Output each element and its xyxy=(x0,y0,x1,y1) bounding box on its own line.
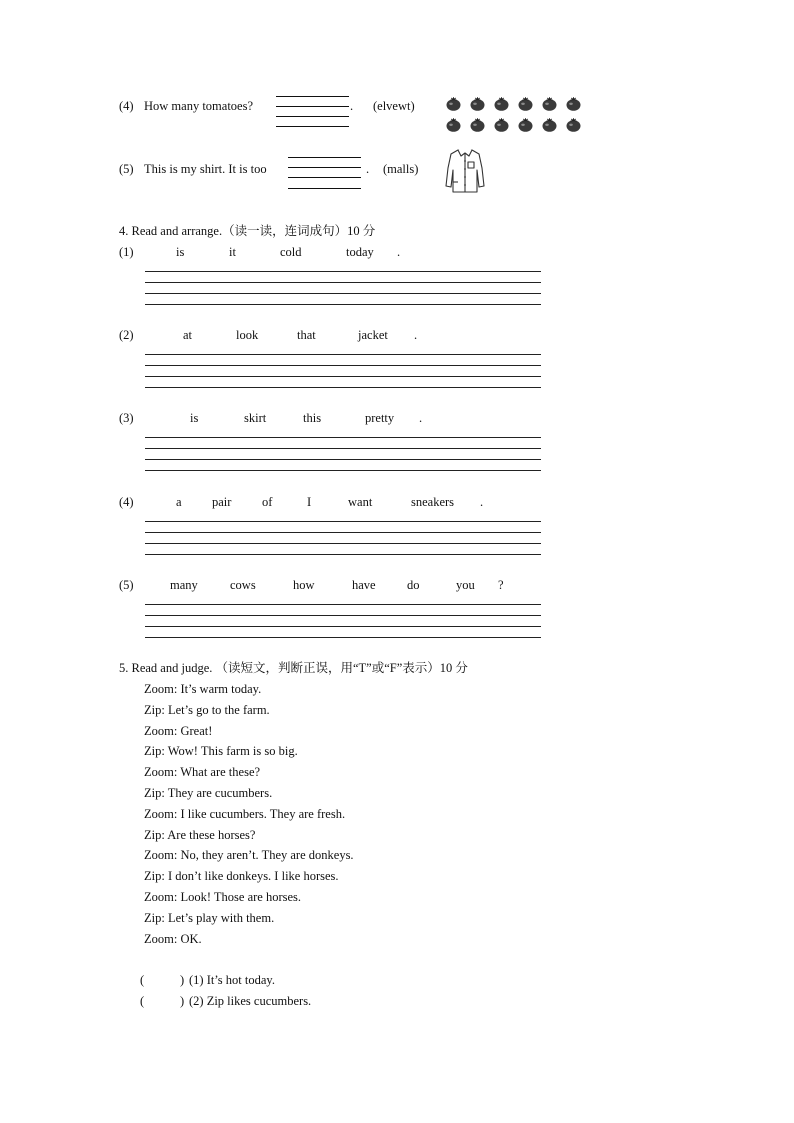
dialogue-line: Zoom: What are these? xyxy=(144,765,261,780)
q5-answer-lines[interactable] xyxy=(288,157,361,190)
arrange-word: pair xyxy=(212,495,232,509)
q5-scrambled-word: (malls) xyxy=(383,162,419,176)
judgement-statement: (2) Zip likes cucumbers. xyxy=(189,994,312,1008)
writing-lines[interactable] xyxy=(145,521,541,555)
writing-lines[interactable] xyxy=(145,437,541,471)
tomato-icon xyxy=(446,118,461,132)
arrange-word: jacket xyxy=(358,328,388,342)
section5-heading: 5. Read and judge. （读短文，判断正误，用“T”或“F”表示）10 分 xyxy=(119,661,468,675)
arrange-word: . xyxy=(397,245,401,259)
arrange-word: many xyxy=(170,578,198,592)
tomatoes-icon xyxy=(446,97,586,135)
arrange-word: pretty xyxy=(365,411,395,425)
q5-question: This is my shirt. It is too xyxy=(144,162,267,176)
judgement-close-bracket: ) xyxy=(180,994,185,1008)
arrange-word: sneakers xyxy=(411,495,455,509)
arrange-word: today xyxy=(346,245,374,259)
arrange-word: that xyxy=(297,328,316,342)
q4-answer-lines[interactable] xyxy=(276,96,349,128)
arrange-word: a xyxy=(176,495,182,509)
arrange-word: skirt xyxy=(244,411,267,425)
tomato-icon xyxy=(566,97,581,111)
tomato-icon xyxy=(494,97,509,111)
judgement-open-bracket: ( xyxy=(140,973,145,987)
judgement-open-bracket: ( xyxy=(140,994,145,1008)
tomato-icon xyxy=(446,97,461,111)
arrange-word: I xyxy=(307,495,312,509)
arrange-word: look xyxy=(236,328,259,342)
judgement-answer-blank[interactable] xyxy=(147,993,177,1009)
writing-lines[interactable] xyxy=(145,354,541,388)
arrange-item-number: (1) xyxy=(119,245,134,259)
q4-scrambled-word: (elvewt) xyxy=(373,99,415,113)
arrange-item-number: (5) xyxy=(119,578,134,592)
tomato-icon xyxy=(518,97,533,111)
arrange-word: cows xyxy=(230,578,256,592)
judgement-answer-blank[interactable] xyxy=(147,972,177,988)
dialogue-line: Zip: Let’s go to the farm. xyxy=(144,702,270,717)
arrange-word: . xyxy=(414,328,418,342)
arrange-word: is xyxy=(176,245,185,259)
arrange-word: is xyxy=(190,411,199,425)
judgement-close-bracket: ) xyxy=(180,973,185,987)
dialogue-line: Zoom: Look! Those are horses. xyxy=(144,890,302,904)
arrange-item-number: (3) xyxy=(119,411,134,425)
dialogue-line: Zip: Are these horses? xyxy=(144,827,256,842)
tomato-icon xyxy=(566,118,581,132)
arrange-word: . xyxy=(419,411,423,425)
dialogue-line: Zip: I don’t like donkeys. I like horses. xyxy=(144,869,339,884)
arrange-item-number: (2) xyxy=(119,328,134,342)
tomato-icon xyxy=(542,97,557,111)
arrange-word: you xyxy=(456,578,475,592)
dialogue-line: Zoom: It’s warm today. xyxy=(144,682,262,696)
q5-number: (5) xyxy=(119,162,134,176)
dialogue-line: Zoom: Great! xyxy=(144,723,213,738)
q4-question: How many tomatoes? xyxy=(144,99,254,113)
q4-period: . xyxy=(350,99,354,113)
dialogue-line: Zip: Wow! This farm is so big. xyxy=(144,744,298,759)
q4-number: (4) xyxy=(119,99,134,113)
judgement-statement: (1) It’s hot today. xyxy=(189,973,275,987)
section4-heading: 4. Read and arrange.（读一读，连词成句）10 分 xyxy=(119,224,376,238)
arrange-word: this xyxy=(303,411,322,425)
writing-lines[interactable] xyxy=(145,271,541,305)
shirt-icon xyxy=(444,146,486,194)
tomato-icon xyxy=(494,118,509,132)
arrange-word: . xyxy=(480,495,484,509)
tomato-icon xyxy=(542,118,557,132)
arrange-word: want xyxy=(348,495,373,509)
arrange-word: ? xyxy=(498,578,504,592)
arrange-word: it xyxy=(229,245,236,259)
tomato-icon xyxy=(470,97,485,111)
arrange-word: cold xyxy=(280,245,302,259)
q5-period: . xyxy=(366,162,370,176)
arrange-word: have xyxy=(352,578,376,592)
tomato-icon xyxy=(518,118,533,132)
dialogue-line: Zip: Let’s play with them. xyxy=(144,910,275,925)
arrange-word: of xyxy=(262,495,273,509)
arrange-word: how xyxy=(293,578,315,592)
writing-lines[interactable] xyxy=(145,604,541,638)
dialogue-line: Zoom: I like cucumbers. They are fresh. xyxy=(144,806,346,821)
arrange-item-number: (4) xyxy=(119,495,134,509)
tomato-icon xyxy=(470,118,485,132)
arrange-word: do xyxy=(407,578,420,592)
arrange-word: at xyxy=(183,328,193,342)
dialogue-line: Zip: They are cucumbers. xyxy=(144,786,273,800)
dialogue-line: Zoom: OK. xyxy=(144,931,202,946)
dialogue-line: Zoom: No, they aren’t. They are donkeys. xyxy=(144,848,354,863)
